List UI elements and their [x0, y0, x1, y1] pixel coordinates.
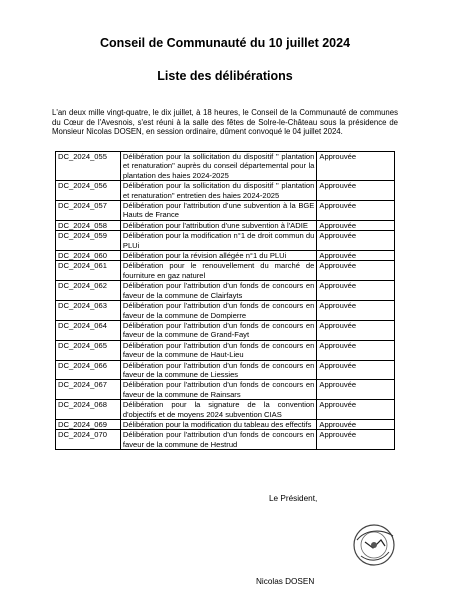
deliberation-id: DC_2024_069 [56, 419, 121, 429]
deliberation-id: DC_2024_070 [56, 430, 121, 450]
table-row [56, 430, 395, 450]
deliberation-text: Délibération pour le renouvellement du marché de fourniture en gaz naturel [120, 261, 317, 281]
intro-paragraph: L'an deux mille vingt-quatre, le dix juillet, à 18 heures, le Conseil de la Communauté de communes du Cœur de l'Avesnois, s'est réuni à la salle des fêtes de Solre-le-Château sous la présidence de Monsieur Nicolas DOSEN, en session ordinaire, dûment convoqué le 04 juillet 2024. [52, 108, 398, 137]
deliberation-text: Délibération pour l'attribution d'un fonds de concours en faveur de la commune de Clairfayts [120, 281, 317, 301]
deliberation-status: Approuvée [317, 301, 395, 321]
table-row [56, 220, 395, 230]
table-row [56, 320, 395, 340]
table-row [56, 231, 395, 251]
deliberation-id: DC_2024_067 [56, 380, 121, 400]
deliberation-text: Délibération pour l'attribution d'une subvention à la BGE Hauts de France [120, 201, 317, 221]
deliberation-text: Délibération pour la modification n°1 de droit commun du PLUi [120, 231, 317, 251]
deliberation-id: DC_2024_061 [56, 261, 121, 281]
deliberation-id: DC_2024_058 [56, 220, 121, 230]
deliberation-text: Délibération pour l'attribution d'un fonds de concours en faveur de la commune de Grand-Fayt [120, 320, 317, 340]
deliberation-id: DC_2024_065 [56, 340, 121, 360]
deliberation-id: DC_2024_060 [56, 251, 121, 261]
deliberation-status: Approuvée [317, 261, 395, 281]
deliberation-id: DC_2024_063 [56, 301, 121, 321]
table-row [56, 380, 395, 400]
signature-name: Nicolas DOSEN [256, 577, 315, 586]
table-row [56, 251, 395, 261]
deliberation-text: Délibération pour l'attribution d'un fonds de concours en faveur de la commune de Dompierre [120, 301, 317, 321]
deliberation-text: Délibération pour l'attribution d'un fonds de concours en faveur de la commune de Rainsars [120, 380, 317, 400]
table-row [56, 419, 395, 429]
deliberation-status: Approuvée [317, 380, 395, 400]
deliberation-id: DC_2024_059 [56, 231, 121, 251]
deliberation-text: Délibération pour l'attribution d'une subvention à l'ADIE [120, 220, 317, 230]
deliberation-id: DC_2024_057 [56, 201, 121, 221]
deliberation-status: Approuvée [317, 220, 395, 230]
deliberation-id: DC_2024_068 [56, 400, 121, 420]
deliberation-status: Approuvée [317, 400, 395, 420]
deliberation-text: Délibération pour la sollicitation du dispositif " plantation et renaturation" entretien des haies 2024-2025 [120, 181, 317, 201]
deliberation-id: DC_2024_066 [56, 360, 121, 380]
table-row [56, 281, 395, 301]
deliberation-status: Approuvée [317, 231, 395, 251]
table-row [56, 181, 395, 201]
deliberation-text: Délibération pour la signature de la convention d'objectifs et de moyens 2024 subvention CIAS [120, 400, 317, 420]
deliberation-text: Délibération pour la sollicitation du dispositif " plantation et renaturation" auprès du conseil départemental pour la plantation des haies 2024-2025 [120, 152, 317, 181]
table-row [56, 360, 395, 380]
deliberation-id: DC_2024_062 [56, 281, 121, 301]
deliberation-status: Approuvée [317, 360, 395, 380]
deliberation-status: Approuvée [317, 320, 395, 340]
signature-role: Le Président, [269, 494, 318, 503]
table-row [56, 152, 395, 181]
deliberation-status: Approuvée [317, 419, 395, 429]
deliberation-text: Délibération pour l'attribution d'un fonds de concours en faveur de la commune de Haut-Lieu [120, 340, 317, 360]
table-row [56, 261, 395, 281]
deliberations-table [55, 151, 395, 450]
table-row [56, 340, 395, 360]
deliberation-status: Approuvée [317, 251, 395, 261]
table-row [56, 201, 395, 221]
deliberation-text: Délibération pour l'attribution d'un fonds de concours en faveur de la commune de Hestrud [120, 430, 317, 450]
deliberation-id: DC_2024_056 [56, 181, 121, 201]
deliberation-status: Approuvée [317, 281, 395, 301]
deliberation-status: Approuvée [317, 201, 395, 221]
table-row [56, 400, 395, 420]
document-subtitle: Liste des délibérations [157, 69, 293, 83]
deliberation-status: Approuvée [317, 340, 395, 360]
document-title: Conseil de Communauté du 10 juillet 2024 [99, 36, 351, 50]
deliberation-id: DC_2024_064 [56, 320, 121, 340]
deliberation-status: Approuvée [317, 181, 395, 201]
deliberation-text: Délibération pour la modification du tableau des effectifs [120, 419, 317, 429]
deliberation-text: Délibération pour la révision allégée n°1 du PLUi [120, 251, 317, 261]
table-row [56, 301, 395, 321]
deliberation-text: Délibération pour l'attribution d'un fonds de concours en faveur de la commune de Liessies [120, 360, 317, 380]
deliberation-status: Approuvée [317, 152, 395, 181]
deliberation-id: DC_2024_055 [56, 152, 121, 181]
deliberation-status: Approuvée [317, 430, 395, 450]
official-stamp-icon [351, 522, 397, 568]
